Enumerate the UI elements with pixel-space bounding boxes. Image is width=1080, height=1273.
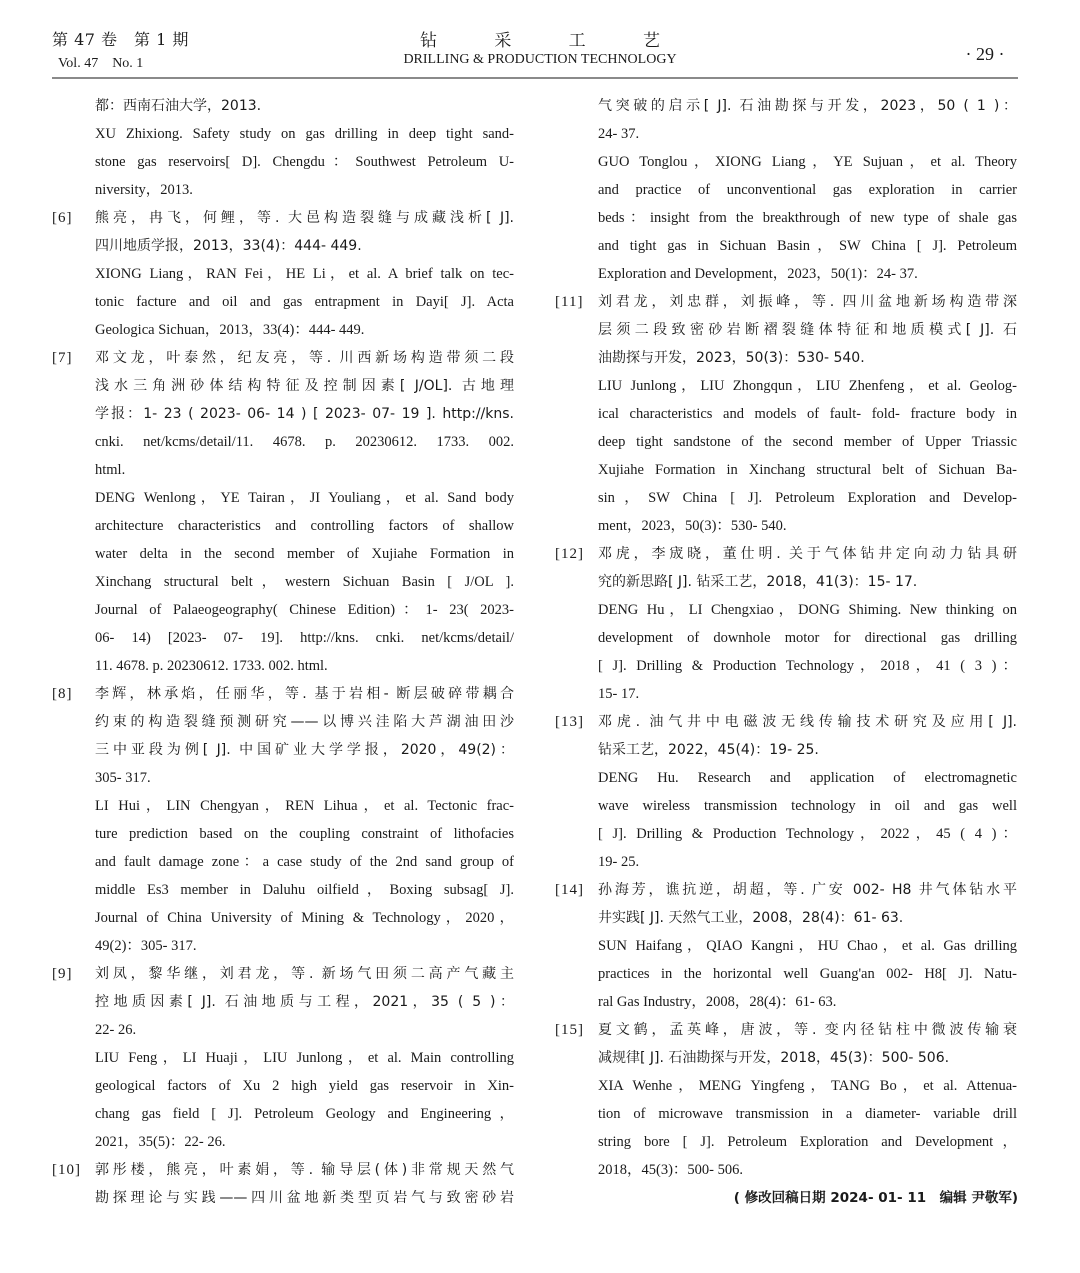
reference-text: [ J]. Drilling & Production Technology，2022，45 ( 4 )： xyxy=(598,826,1017,842)
reference-text: LIU Feng，LI Huaji，LIU Junlong，et al. Main controlling xyxy=(95,1050,514,1066)
reference-line xyxy=(555,148,1017,176)
reference-text: 2021，35(5)：22- 26. xyxy=(95,1134,226,1150)
reference-line xyxy=(52,596,514,624)
reference-line xyxy=(555,708,1017,736)
reference-line xyxy=(52,736,514,764)
reference-text: 刘君龙，刘忠群，刘振峰，等. 四川盆地新场构造带深 xyxy=(598,294,1017,310)
reference-text: 勘探理论与实践——四川盆地新类型页岩气与致密砂岩 xyxy=(95,1190,514,1206)
reference-text: practices in the horizontal well Guang'an 002- H8[ J]. Natu- xyxy=(598,966,1017,982)
reference-text: stone gas reservoirs[ D]. Chengdu：Southwest Petroleum U- xyxy=(95,154,514,170)
reference-text: and practice of unconventional gas exploration in carrier xyxy=(598,182,1017,198)
reference-text: DENG Hu. Research and application of electromagnetic xyxy=(598,770,1017,786)
reference-text: ical characteristics and models of fault- fold- fracture body in xyxy=(598,406,1017,422)
reference-text: 层须二段致密砂岩断褶裂缝体特征和地质模式[ J]. 石 xyxy=(598,322,1017,338)
reference-text: LIU Junlong，LIU Zhongqun，LIU Zhenfeng，et al. Geolog- xyxy=(598,378,1017,394)
reference-text: 孙海芳，谯抗逆，胡超，等. 广安 002- H8 井气体钻水平 xyxy=(598,882,1017,898)
reference-line xyxy=(555,400,1017,428)
reference-line xyxy=(555,1156,1017,1184)
reference-line xyxy=(52,876,514,904)
reference-text: 19- 25. xyxy=(598,854,640,870)
reference-line xyxy=(52,540,514,568)
reference-entry xyxy=(52,92,514,204)
reference-line xyxy=(555,1072,1017,1100)
reference-line xyxy=(555,316,1017,344)
reference-line xyxy=(52,204,514,232)
reference-text: architecture characteristics and controlling factors of shallow xyxy=(95,518,514,534)
reference-text: and fault damage zone：a case study of the 2nd sand group of xyxy=(95,854,514,870)
reference-text: 都：西南石油大学，2013. xyxy=(95,98,262,114)
reference-line xyxy=(555,176,1017,204)
reference-line xyxy=(555,1128,1017,1156)
journal-title-char: 采 xyxy=(494,31,512,51)
reference-line xyxy=(555,596,1017,624)
reference-text: 浅水三角洲砂体结构特征及控制因素[ J/OL]. 古地理 xyxy=(95,378,514,394)
reference-number: [10] xyxy=(52,1162,81,1178)
reference-text: XIONG Liang，RAN Fei，HE Li，et al. A brief talk on tec- xyxy=(95,266,514,282)
reference-column-right xyxy=(555,92,1017,1184)
reference-entry xyxy=(555,876,1017,1016)
reference-text: beds：insight from the breakthrough of new type of shale gas xyxy=(598,210,1017,226)
reference-line xyxy=(52,148,514,176)
reference-line xyxy=(52,316,514,344)
reference-text: LI Hui，LIN Chengyan，REN Lihua，et al. Tectonic frac- xyxy=(95,798,514,814)
reference-text: 控地质因素[ J]. 石油地质与工程，2021，35 ( 5 )： xyxy=(95,994,514,1010)
reference-text: 三中亚段为例[ J]. 中国矿业大学学报，2020，49(2)： xyxy=(95,742,514,758)
reference-line xyxy=(555,624,1017,652)
reference-number: [6] xyxy=(52,210,73,226)
reference-number: [14] xyxy=(555,882,584,898)
reference-line xyxy=(555,652,1017,680)
journal-title-char: 工 xyxy=(568,31,586,51)
reference-line xyxy=(52,428,514,456)
reference-line xyxy=(52,988,514,1016)
reference-text: 刘凤，黎华继，刘君龙，等. 新场气田须二高产气藏主 xyxy=(95,966,514,982)
reference-text: water delta in the second member of Xujiahe Formation in xyxy=(95,546,514,562)
reference-text: Journal of China University of Mining & Technology，2020， xyxy=(95,910,514,926)
reference-line xyxy=(52,1044,514,1072)
reference-text: 减规律[ J]. 石油勘探与开发，2018，45(3)：500- 506. xyxy=(598,1050,950,1066)
reference-text: 郭彤楼，熊亮，叶素娟，等. 输导层(体)非常规天然气 xyxy=(95,1162,514,1178)
reference-line xyxy=(555,848,1017,876)
reference-text: 气突破的启示[ J]. 石油勘探与开发，2023，50 ( 1 )： xyxy=(598,98,1017,114)
reference-text: 熊亮，冉飞，何鲤，等. 大邑构造裂缝与成藏浅析[ J]. xyxy=(95,210,514,226)
reference-text: 四川地质学报，2013，33(4)：444- 449. xyxy=(95,238,362,254)
reference-text: cnki. net/kcms/detail/11. 4678. p. 20230612. 1733. 002. xyxy=(95,434,514,450)
reference-text: 305- 317. xyxy=(95,770,151,786)
reference-text: Journal of Palaeogeography( Chinese Edition)：1- 23( 2023- xyxy=(95,602,514,618)
reference-text: 2018，45(3)：500- 506. xyxy=(598,1162,743,1178)
reference-line xyxy=(52,1100,514,1128)
page-number: · 29 · xyxy=(965,44,1005,64)
running-header xyxy=(0,0,1080,80)
reference-text: Xujiahe Formation in Xinchang structural belt of Sichuan Ba- xyxy=(598,462,1017,478)
reference-line xyxy=(555,904,1017,932)
reference-text: deep tight sandstone of the second member of Upper Triassic xyxy=(598,434,1017,450)
reference-line xyxy=(52,484,514,512)
reference-line xyxy=(52,512,514,540)
reference-line xyxy=(555,344,1017,372)
reference-text: sin，SW China [ J]. Petroleum Exploration and Develop- xyxy=(598,490,1017,506)
reference-text: 约束的构造裂缝预测研究——以博兴洼陷大芦湖油田沙 xyxy=(95,714,514,730)
reference-line xyxy=(52,904,514,932)
reference-line xyxy=(52,680,514,708)
reference-line xyxy=(52,932,514,960)
reference-line xyxy=(555,512,1017,540)
reference-text: and tight gas in Sichuan Basin，SW China [ J]. Petroleum xyxy=(598,238,1017,254)
reference-number: [11] xyxy=(555,294,584,310)
reference-line xyxy=(52,1184,514,1212)
reference-text: ture prediction based on the coupling constraint of lithofacies xyxy=(95,826,514,842)
reference-line xyxy=(555,792,1017,820)
reference-text: development of downhole motor for directional gas drilling xyxy=(598,630,1017,646)
reference-text: 油勘探与开发，2023，50(3)：530- 540. xyxy=(598,350,865,366)
reference-text: 邓虎，李宬晓，董仕明. 关于气体钻井定向动力钻具研 xyxy=(598,546,1017,562)
reference-text: [ J]. Drilling & Production Technology，2018，41 ( 3 )： xyxy=(598,658,1017,674)
reference-line xyxy=(555,680,1017,708)
reference-line xyxy=(555,260,1017,288)
volume-issue-en: Vol. 47 No. 1 xyxy=(58,56,144,71)
reference-text: tion of microwave transmission in a diameter- variable drill xyxy=(598,1106,1017,1122)
reference-text: geological factors of Xu 2 high yield gas reservoir in Xin- xyxy=(95,1078,514,1094)
reference-text: Xinchang structural belt，western Sichuan Basin [ J/OL ]. xyxy=(95,574,514,590)
reference-text: GUO Tonglou，XIONG Liang，YE Sujuan，et al. Theory xyxy=(598,154,1017,170)
reference-line xyxy=(52,764,514,792)
reference-line xyxy=(52,176,514,204)
reference-line xyxy=(52,344,514,372)
reference-text: 06- 14) [2023- 07- 19]. http://kns. cnki. net/kcms/detail/ xyxy=(95,630,514,646)
reference-line xyxy=(52,848,514,876)
reference-number: [13] xyxy=(555,714,584,730)
reference-line xyxy=(555,456,1017,484)
reference-line xyxy=(555,232,1017,260)
reference-text: chang gas field [ J]. Petroleum Geology and Engineering， xyxy=(95,1106,514,1122)
reference-text: XU Zhixiong. Safety study on gas drilling in deep tight sand- xyxy=(95,126,514,142)
reference-line xyxy=(555,120,1017,148)
reference-line xyxy=(52,120,514,148)
reference-text: DENG Wenlong，YE Tairan，JI Youliang，et al. Sand body xyxy=(95,490,514,506)
reference-text: 夏文鹤，孟英峰，唐波，等. 变内径钻柱中微波传输衰 xyxy=(598,1022,1017,1038)
reference-text: 24- 37. xyxy=(598,126,640,142)
reference-line xyxy=(555,876,1017,904)
reference-entry xyxy=(555,1016,1017,1184)
reference-text: 究的新思路[ J]. 钻采工艺，2018，41(3)：15- 17. xyxy=(598,574,918,590)
reference-text: 邓虎. 油气井中电磁波无线传输技术研究及应用[ J]. xyxy=(598,714,1017,730)
reference-text: 井实践[ J]. 天然气工业，2008，28(4)：61- 63. xyxy=(598,910,904,926)
reference-line xyxy=(555,820,1017,848)
reference-text: Exploration and Development，2023，50(1)：24- 37. xyxy=(598,266,918,282)
reference-line xyxy=(555,428,1017,456)
reference-text: ral Gas Industry，2008，28(4)：61- 63. xyxy=(598,994,837,1010)
revision-editor-note: ( 修改回稿日期 2024- 01- 11 编辑 尹敬军) xyxy=(733,1190,1018,1206)
reference-line xyxy=(52,820,514,848)
reference-text: XIA Wenhe，MENG Yingfeng，TANG Bo，et al. Attenua- xyxy=(598,1078,1017,1094)
reference-line xyxy=(555,1044,1017,1072)
reference-line xyxy=(555,372,1017,400)
reference-number: [12] xyxy=(555,546,584,562)
reference-line xyxy=(555,1100,1017,1128)
reference-text: Geologica Sichuan，2013，33(4)：444- 449. xyxy=(95,322,365,338)
reference-entry xyxy=(555,540,1017,708)
reference-text: 11. 4678. p. 20230612. 1733. 002. html. xyxy=(95,658,328,674)
reference-text: string bore [ J]. Petroleum Exploration and Development， xyxy=(598,1134,1017,1150)
reference-line xyxy=(555,764,1017,792)
reference-text: SUN Haifang，QIAO Kangni，HU Chao，et al. Gas drilling xyxy=(598,938,1017,954)
reference-line xyxy=(52,960,514,988)
reference-text: 李辉，林承焰，任丽华，等. 基于岩相- 断层破碎带耦合 xyxy=(95,686,514,702)
reference-line xyxy=(52,624,514,652)
reference-line xyxy=(555,540,1017,568)
reference-line xyxy=(52,652,514,680)
reference-line xyxy=(555,932,1017,960)
reference-line xyxy=(555,988,1017,1016)
reference-entry xyxy=(52,344,514,680)
reference-text: 15- 17. xyxy=(598,686,640,702)
reference-entry xyxy=(52,1156,514,1212)
reference-line xyxy=(555,288,1017,316)
reference-text: DENG Hu，LI Chengxiao，DONG Shiming. New thinking on xyxy=(598,602,1017,618)
reference-line xyxy=(52,400,514,428)
reference-line xyxy=(52,568,514,596)
reference-line xyxy=(555,204,1017,232)
reference-entry xyxy=(52,680,514,960)
reference-entry xyxy=(52,204,514,344)
reference-text: html. xyxy=(95,462,126,478)
reference-line xyxy=(52,232,514,260)
reference-line xyxy=(52,288,514,316)
header-divider xyxy=(52,77,1018,79)
reference-line xyxy=(52,1016,514,1044)
reference-text: ment，2023，50(3)：530- 540. xyxy=(598,518,787,534)
volume-issue-cn: 第 47 卷 第 1 期 xyxy=(52,30,189,49)
reference-line xyxy=(52,456,514,484)
reference-text: 22- 26. xyxy=(95,1022,137,1038)
reference-text: wave wireless transmission technology in oil and gas well xyxy=(598,798,1017,814)
reference-line xyxy=(555,568,1017,596)
reference-number: [7] xyxy=(52,350,73,366)
reference-entry xyxy=(555,288,1017,540)
reference-line xyxy=(52,708,514,736)
reference-number: [8] xyxy=(52,686,73,702)
reference-line xyxy=(52,1072,514,1100)
reference-text: 学报：1- 23 ( 2023- 06- 14 ) [ 2023- 07- 19 ]. http://kns. xyxy=(95,406,514,422)
reference-text: 49(2)：305- 317. xyxy=(95,938,197,954)
reference-entry xyxy=(555,708,1017,876)
reference-text: middle Es3 member in Daluhu oilfield，Boxing subsag[ J]. xyxy=(95,882,514,898)
reference-line xyxy=(52,92,514,120)
journal-title-en: DRILLING & PRODUCTION TECHNOLOGY xyxy=(403,52,677,67)
reference-number: [15] xyxy=(555,1022,584,1038)
reference-number: [9] xyxy=(52,966,73,982)
reference-line xyxy=(555,960,1017,988)
reference-line xyxy=(52,1156,514,1184)
reference-text: niversity，2013. xyxy=(95,182,193,198)
reference-column-left xyxy=(52,92,514,1212)
reference-line xyxy=(52,792,514,820)
reference-text: 钻采工艺，2022，45(4)：19- 25. xyxy=(598,742,819,758)
reference-text: tonic facture and oil and gas entrapment in Dayi[ J]. Acta xyxy=(95,294,514,310)
journal-title-char: 钻 xyxy=(420,31,437,51)
reference-line xyxy=(555,484,1017,512)
reference-line xyxy=(52,372,514,400)
reference-text: 邓文龙，叶泰然，纪友亮，等. 川西新场构造带须二段 xyxy=(95,350,514,366)
reference-line xyxy=(555,1016,1017,1044)
reference-entry xyxy=(555,92,1017,288)
reference-line xyxy=(52,260,514,288)
journal-title-char: 艺 xyxy=(642,31,660,51)
reference-line xyxy=(555,92,1017,120)
journal-title-cn xyxy=(380,26,700,51)
reference-entry xyxy=(52,960,514,1156)
reference-line xyxy=(52,1128,514,1156)
reference-line xyxy=(555,736,1017,764)
